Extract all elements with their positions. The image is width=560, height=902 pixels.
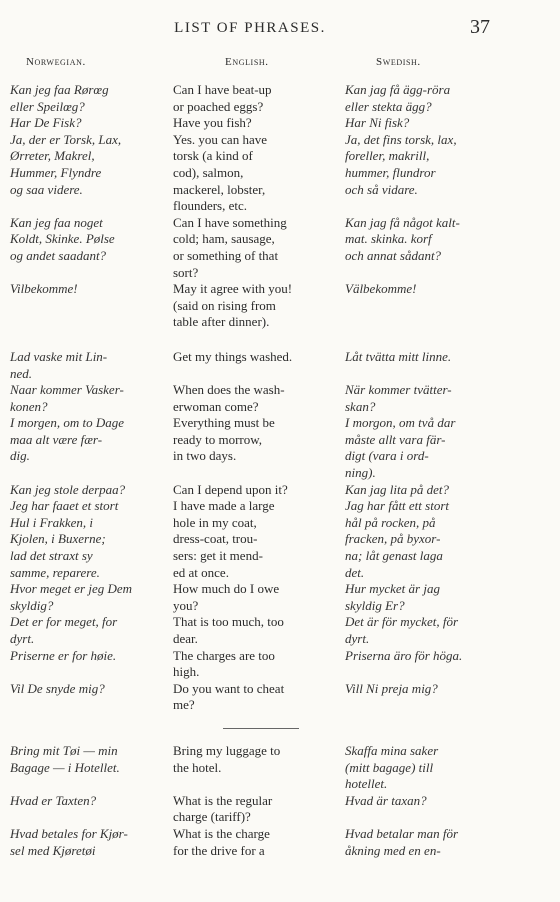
norwegian-phrase: Kan jeg faa Rørœg eller Speilœg? [10,82,109,114]
phrase-row [10,793,510,826]
english-phrase: Do you want to cheat me? [173,680,285,713]
english-phrase: The charges are too high. [173,647,275,680]
norwegian-phrase: Hvad er Taxten? [10,792,97,808]
phrase-row [10,648,510,681]
english-phrase: What is the charge for the drive for a [173,825,270,858]
phrase-row [10,82,510,115]
phrase-row [10,215,510,281]
english-phrase: Can I have something cold; ham, sausage, or something of that sort? [173,214,287,280]
english-phrase: Can I depend upon it? [173,481,288,497]
phrase-row [10,415,510,481]
swedish-phrase: Vill Ni preja mig? [345,680,438,696]
norwegian-phrase: Hvad betales for Kjør- sel med Kjøretøi [10,825,128,858]
swedish-phrase: Hur mycket är jag skyldig Er? [345,581,440,613]
phrase-row [10,614,510,647]
english-phrase: Yes. you can have torsk (a kind of cod), salmon, mackerel, lobster, flounders, etc. [173,131,267,214]
norwegian-phrase: Kan jeg faa noget Koldt, Skinke. Pølse og andet saadant? [10,214,115,263]
phrase-row [10,681,510,714]
swedish-phrase: Ja, det fins torsk, lax, foreller, makrill, hummer, flundror och så vidare. [345,131,457,197]
english-phrase: How much do I owe you? [173,581,280,613]
phrase-row [10,498,510,581]
phrase-list [10,82,510,859]
phrase-row [10,826,510,859]
english-phrase: When does the wash- erwoman come? [173,382,285,414]
norwegian-phrase: Ja, der er Torsk, Lax, Ørreter, Makrel, Hummer, Flyndre og saa videre. [10,131,122,197]
norwegian-phrase: Kan jeg stole derpaa? [10,481,126,497]
column-headings [10,56,500,74]
english-phrase: May it agree with you! (said on rising from table after dinner). [173,281,293,330]
swedish-phrase: Kan jag lita på det? [345,481,449,497]
english-phrase: That is too much, too dear. [173,614,284,646]
swedish-phrase: Hvad betalar man för åkning med en en- [345,825,459,858]
norwegian-heading: Norwegian. [26,56,86,68]
phrase-row [10,115,510,132]
swedish-phrase: Jag har fått ett stort hål på rocken, på fracken, på byxor- na; låt genast laga det. [345,498,449,580]
norwegian-phrase: I morgen, om to Dage maa alt være fær- dig. [10,415,124,464]
english-heading: English. [225,56,269,68]
swedish-phrase: När kommer tvätter- skan? [345,382,452,414]
phrase-row [10,743,510,793]
english-phrase: What is the regular charge (tariff)? [173,792,273,825]
section-divider [223,728,299,729]
page-number: 37 [470,16,490,38]
norwegian-phrase: Har De Fisk? [10,115,82,131]
running-title: LIST OF PHRASES. [174,20,326,36]
phrase-row [10,349,510,382]
norwegian-phrase: Jeg har faaet et stort Hul i Frakken, i Kjolen, i Buxerne; lad det straxt sy samme, reparere. [10,498,119,580]
english-phrase: Can I have beat-up or poached eggs? [173,82,272,114]
norwegian-phrase: Lad vaske mit Lin- ned. [10,348,108,381]
swedish-phrase: I morgon, om två dar måste allt vara fär- digt (vara i ord- ning). [345,415,456,481]
norwegian-phrase: Naar kommer Vasker- konen? [10,382,124,414]
phrase-row [10,382,510,415]
norwegian-phrase: Bring mit Tøi — min Bagage — i Hotellet. [10,742,120,775]
norwegian-phrase: Det er for meget, for dyrt. [10,614,118,646]
norwegian-phrase: Hvor meget er jeg Dem skyldig? [10,581,133,613]
phrase-row [10,581,510,614]
swedish-phrase: Skaffa mina saker (mitt bagage) till hotellet. [345,742,439,792]
swedish-phrase: Hvad är taxan? [345,792,427,808]
phrase-row [10,281,510,331]
english-phrase: I have made a large hole in my coat, dress-coat, trou- sers: get it mend- ed at once. [173,498,275,580]
swedish-phrase: Kan jag få ägg-röra eller stekta ägg? [345,82,451,114]
swedish-heading: Swedish. [376,56,421,68]
page-header [0,14,560,44]
english-phrase: Everything must be ready to morrow, in two days. [173,415,275,464]
swedish-phrase: Det är för mycket, för dyrt. [345,614,459,646]
norwegian-phrase: Priserne er for høie. [10,647,117,663]
english-phrase: Have you fish? [173,115,252,131]
english-phrase: Get my things washed. [173,348,293,364]
phrase-row [10,482,510,499]
norwegian-phrase: Vil De snyde mig? [10,680,105,696]
phrase-row [10,132,510,215]
swedish-phrase: Välbekomme! [345,281,417,297]
swedish-phrase: Har Ni fisk? [345,115,410,131]
swedish-phrase: Priserna äro för höga. [345,647,463,663]
swedish-phrase: Kan jag få något kalt- mat. skinka. korf och annat sådant? [345,214,460,263]
norwegian-phrase: Vilbekomme! [10,281,78,297]
english-phrase: Bring my luggage to the hotel. [173,742,281,775]
swedish-phrase: Låt tvätta mitt linne. [345,348,452,364]
